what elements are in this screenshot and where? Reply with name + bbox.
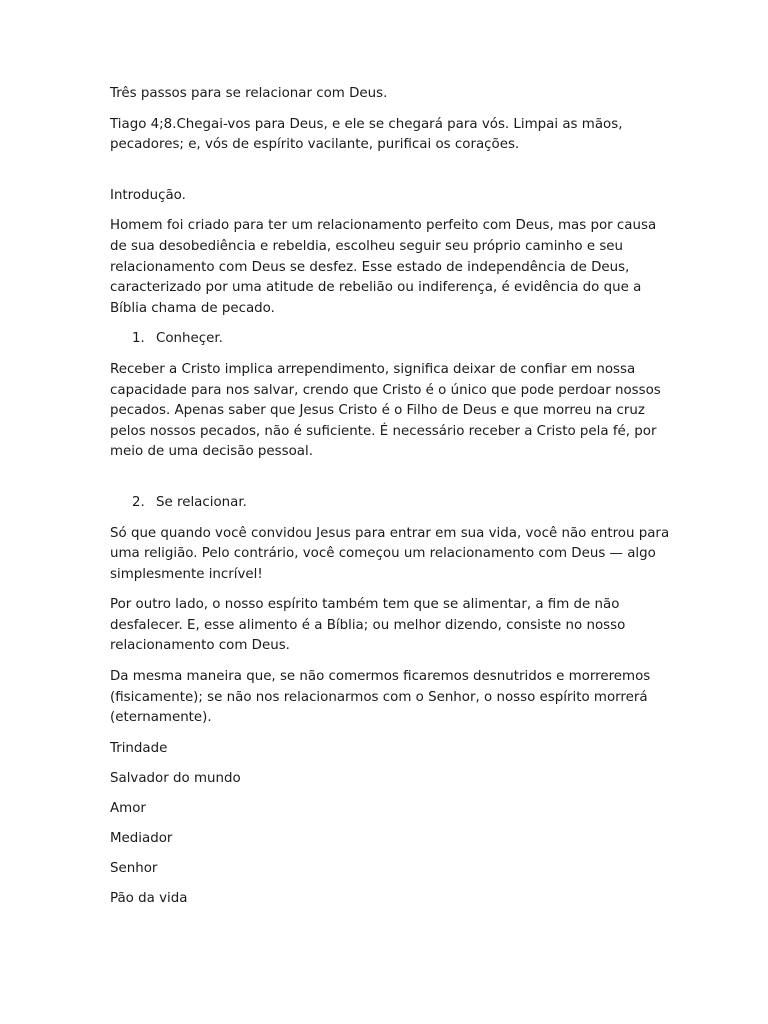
verse-paragraph: Tiago 4;8.Chegai-vos para Deus, e ele se chegará para vós. Limpai as mãos, pecadores; e, vós de espírito vacilante, purificai os corações. [110,116,623,153]
step-2-item [110,493,670,514]
keyword-item: Trindade [110,740,168,756]
keyword-item: Pão da vida [110,891,188,907]
spacer [110,473,670,493]
keyword-item: Amor [110,801,146,817]
step-2-paragraph-2: Por outro lado, o nosso espírito também tem que se alimentar, a fim de não desfalecer. E, esse alimento é a Bíblia; ou melhor dizendo, consiste no nosso relacionamento com Deus. [110,597,626,654]
step-2-label: Se relacionar. [156,494,247,510]
keyword-item: Mediador [110,831,173,847]
keyword-item: Senhor [110,861,158,877]
step-1-number: 1. [132,331,145,347]
step-2-paragraph-3: Da mesma maneira que, se não comermos ficaremos desnutridos e morreremos (fisicamente); se não nos relacionarmos com o Senhor, o nosso espírito morrerá (eternamente). [110,669,651,726]
step-1-item [110,329,670,350]
step-2-paragraph-1: Só que quando você convidou Jesus para entrar em sua vida, você não entrou para uma religião. Pelo contrário, você começou um relacionamento com Deus — algo simplesmente incrível! [110,525,670,582]
step-1-paragraph: Receber a Cristo implica arrependimento, significa deixar de confiar em nossa capacidade para nos salvar, crendo que Cristo é o único que pode perdoar nossos pecados. Apenas saber que Jesus Cristo é o Filho de Deus e que morreu na cruz pelos nossos pecados, não é suficiente. É necessário receber a Cristo pela fé, por meio de uma decisão pessoal. [110,361,661,460]
document-page [110,84,670,919]
intro-heading: Introdução. [110,187,186,203]
keyword-item: Salvador do mundo [110,770,241,786]
step-1-label: Conheçer. [156,331,223,347]
intro-paragraph: Homem foi criado para ter um relacionamento perfeito com Deus, mas por causa de sua desobediência e rebeldia, escolheu seguir seu próprio caminho e seu relacionamento com Deus se desfez. Esse estado de independência de Deus, caracterizado por uma atitude de rebelião ou indiferença, é evidência do que a Bíblia chama de pecado. [110,218,657,316]
spacer [110,166,670,186]
document-title: Três passos para se relacionar com Deus. [110,86,388,101]
step-2-number: 2. [132,494,145,510]
